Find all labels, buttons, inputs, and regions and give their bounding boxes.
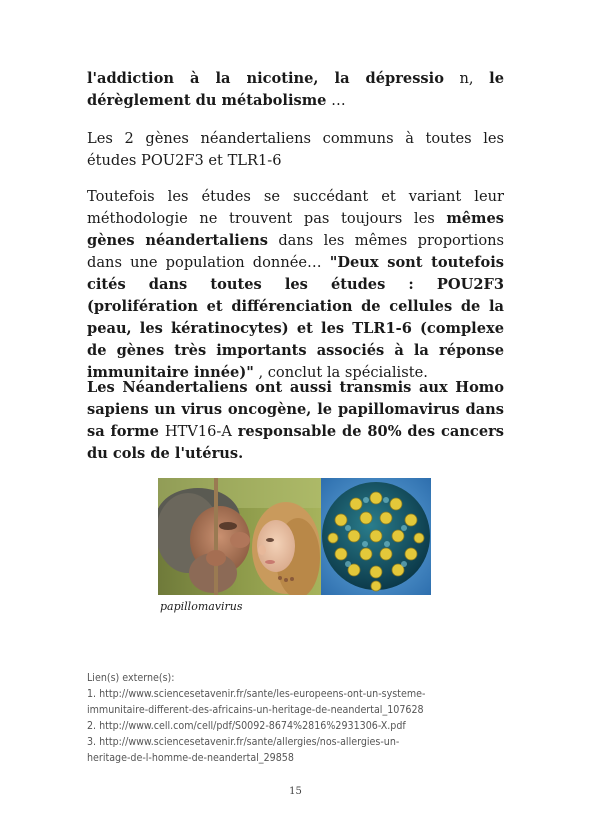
plain-text: , conclut la spécialiste. xyxy=(253,364,428,381)
external-links xyxy=(87,670,507,766)
paragraph-papillomavirus xyxy=(87,377,504,465)
bold-text: le dérèglement du métabolisme xyxy=(87,70,504,109)
plain-text: … xyxy=(326,92,346,109)
paragraph-addiction xyxy=(87,68,504,112)
link-line[interactable]: 1. http://www.sciencesetavenir.fr/sante/les-europeens-ont-un-systeme- xyxy=(87,688,426,700)
bold-text: mêmes gènes néandertaliens xyxy=(87,210,504,249)
papillomavirus-image xyxy=(321,478,431,595)
paragraph-common-genes xyxy=(87,128,504,172)
neanderthal-and-girl-photo xyxy=(158,478,321,595)
link-line[interactable]: 2. http://www.cell.com/cell/pdf/S0092-8674%2816%2931306-X.pdf xyxy=(87,720,406,732)
link-line[interactable]: immunitaire-different-des-africains-un-heritage-de-neandertal_107628 xyxy=(87,704,424,716)
figure xyxy=(158,478,431,595)
page-number: 15 xyxy=(289,786,302,797)
paragraph-studies xyxy=(87,186,504,384)
plain-text: HTV16-A xyxy=(164,423,232,440)
bold-text: l'addiction à la nicotine, la dépressio xyxy=(87,70,444,87)
plain-text: Toutefois les études se succédant et variant leur méthodologie ne trouvent pas toujours les xyxy=(87,188,504,227)
bold-text: responsable de 80% des cancers du cols de l'utérus. xyxy=(87,423,505,462)
links-heading: Lien(s) externe(s): xyxy=(87,672,175,684)
bold-text: Les Néandertaliens ont aussi transmis aux Homo sapiens un virus oncogène, le papillomavirus dans sa forme xyxy=(87,379,504,440)
link-line[interactable]: 3. http://www.sciencesetavenir.fr/sante/allergies/nos-allergies-un- xyxy=(87,736,400,748)
plain-text: n, xyxy=(443,70,490,87)
figure-caption: papillomavirus xyxy=(160,600,243,613)
link-line[interactable]: heritage-de-l-homme-de-neandertal_29858 xyxy=(87,752,294,764)
bold-quote: "Deux sont toutefois cités dans toutes les études : POU2F3 (prolifération et différenciation de cellules de la peau, les kératinocytes) et les TLR1-6 (complexe de gènes très importants associés à la réponse immunitaire innée)" xyxy=(87,254,505,381)
plain-text: Les 2 gènes néandertaliens communs à toutes les études POU2F3 et TLR1-6 xyxy=(87,130,504,169)
plain-text: dans les mêmes proportions dans une population donnée… xyxy=(87,232,504,271)
